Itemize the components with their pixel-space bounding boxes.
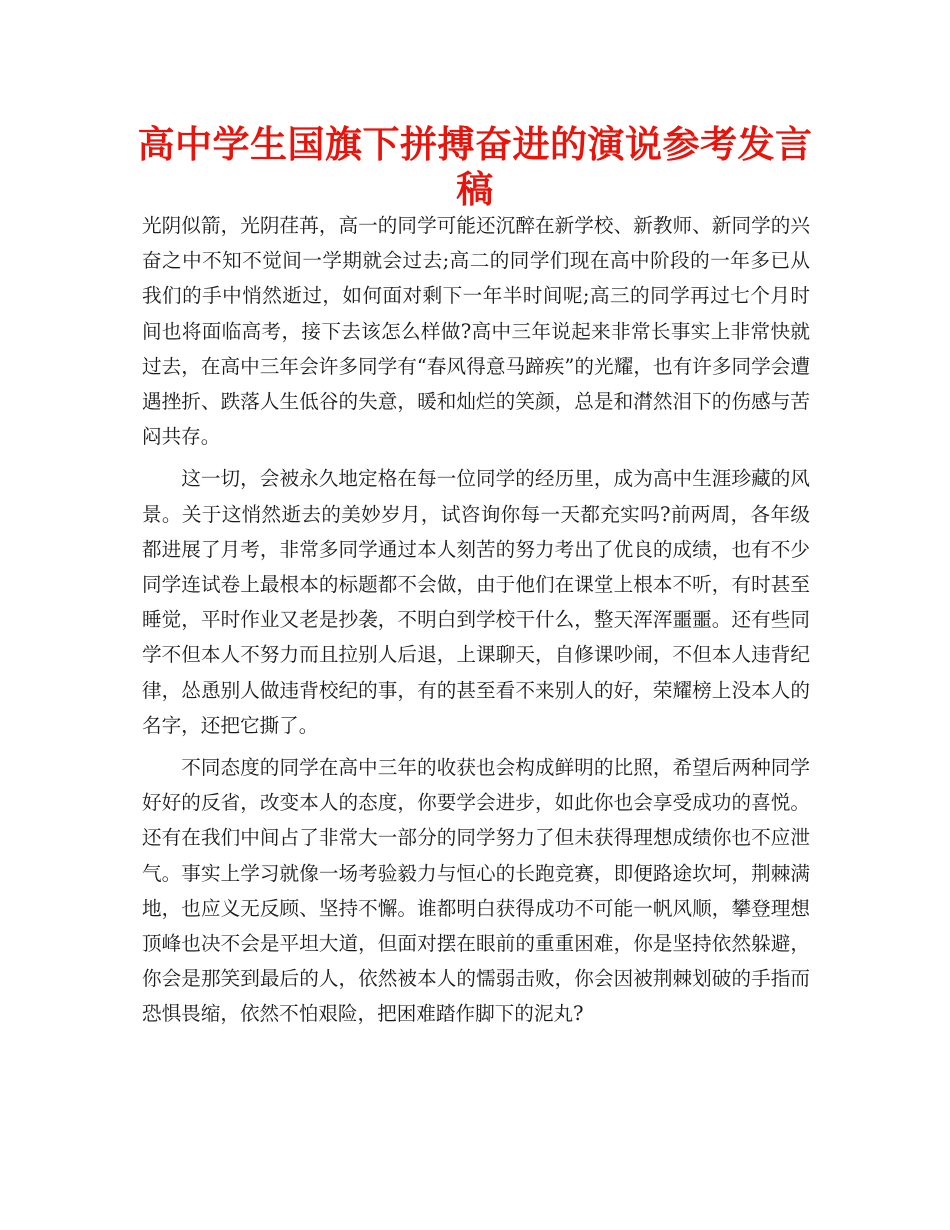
document-title: 高中学生国旗下拼搏奋进的演说参考发言稿	[137, 123, 813, 211]
paragraph-3: 不同态度的同学在高中三年的收获也会构成鲜明的比照，希望后两种同学好好的反省，改变本人的态度，你要学会进步，如此你也会享受成功的喜悦。还有在我们中间占了非常大一部分的同学努力了但未获得理想成绩你也不应泄气。事实上学习就像一场考验毅力与恒心的长跑竞赛，即便路途坎坷，荆棘满地，也应义无反顾、坚持不懈。谁都明白获得成功不可能一帆风顺，攀登理想顶峰也决不会是平坦大道，但面对摆在眼前的重重困难，你是坚持依然躲避，你会是那笑到最后的人，依然被本人的懦弱击败，你会因被荆棘划破的手指而恐惧畏缩，依然不怕艰险，把困难踏作脚下的泥丸?	[142, 756, 810, 1026]
paragraph-1: 光阴似箭，光阴荏苒，高一的同学可能还沉醉在新学校、新教师、新同学的兴奋之中不知不觉间一学期就会过去;高二的同学们现在高中阶段的一年多已从我们的手中悄然逝过，如何面对剩下一年半时间呢;高三的同学再过七个月时间也将面临高考，接下去该怎么样做?高中三年说起来非常长事实上非常快就过去，在高中三年会许多同学有“春风得意马蹄疾”的光耀，也有许多同学会遭遇挫折、跌落人生低谷的失意，暖和灿烂的笑颜，总是和潸然泪下的伤感与苦闷共存。	[142, 214, 810, 449]
paragraph-2: 这一切，会被永久地定格在每一位同学的经历里，成为高中生涯珍藏的风景。关于这悄然逝去的美妙岁月，试咨询你每一天都充实吗?前两周，各年级都进展了月考，非常多同学通过本人刻苦的努力考出了优良的成绩，也有不少同学连试卷上最根本的标题都不会做，由于他们在课堂上根本不听，有时甚至睡觉，平时作业又老是抄袭，不明白到学校干什么，整天浑浑噩噩。还有些同学不但本人不努力而且拉别人后退，上课聊天，自修课吵闹，不但本人违背纪律，怂恿别人做违背校纪的事，有的甚至看不来别人的好，荣耀榜上没本人的名字，还把它撕了。	[142, 467, 810, 737]
document-body	[142, 208, 810, 1039]
